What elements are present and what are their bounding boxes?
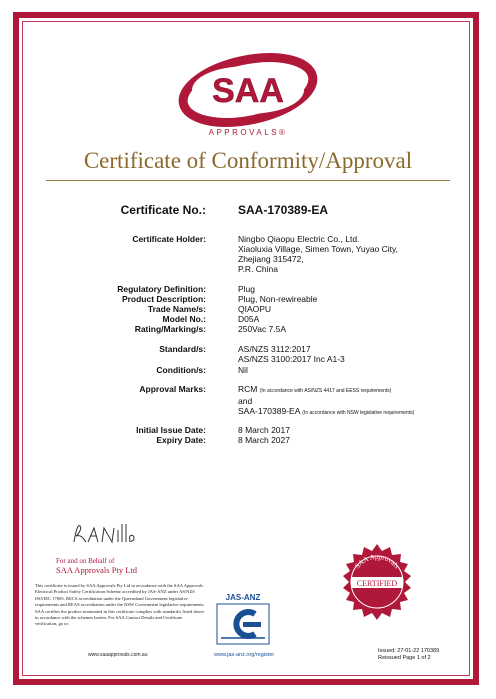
- certificate-number-label: Certificate No.:: [120, 203, 206, 217]
- certificate-number-value: SAA-170389-EA: [238, 203, 329, 217]
- approvals-wordmark: APPROVALS®: [208, 128, 288, 137]
- saa-logo: [178, 52, 318, 128]
- title-divider: [46, 180, 450, 181]
- holder-line: Xiaoluxia Village, Simen Town, Yuyao City,: [238, 244, 399, 254]
- rating-value: 250Vac 7.5A: [238, 324, 287, 334]
- page-title: Certificate of Conformity/Approval: [83, 148, 413, 173]
- expiry-date-label: Expiry Date:: [156, 435, 206, 445]
- rcm-note: (In accordance with AS/NZS 4417 and EESS requirements): [259, 388, 392, 394]
- holder-value: [238, 234, 398, 274]
- company-name: SAA Approvals Pty Ltd: [56, 565, 137, 575]
- reissued-line: Reissued Page 1 of 2: [378, 655, 431, 661]
- certified-seal: [338, 543, 416, 621]
- on-behalf-text: For and on Behalf of: [56, 557, 115, 565]
- holder-line: P.R. China: [238, 264, 279, 274]
- approval-marks-value: [238, 384, 414, 418]
- standards-value: [238, 344, 345, 364]
- saa-mark: SAA-170389-EA: [238, 406, 300, 416]
- on-behalf-block: [56, 557, 137, 575]
- description-value: Plug, Non-rewireable: [238, 294, 318, 304]
- issue-date-label: Initial Issue Date:: [136, 425, 206, 435]
- jas-anz-name: JAS-ANZ: [225, 593, 261, 602]
- condition-value: Nil: [238, 365, 248, 375]
- saa-mark-note: (In accordance with NSW legislative requirements): [302, 410, 415, 416]
- seal-top-text: SAA Approvals: [353, 552, 401, 571]
- trade-name-value: QIAOPU: [238, 304, 272, 314]
- rating-label: Rating/Marking/s:: [134, 324, 206, 334]
- issued-line: Issued: 27-01-22 170389: [378, 648, 440, 654]
- regulatory-value: Plug: [238, 284, 256, 294]
- issue-date-value: 8 March 2017: [238, 425, 290, 435]
- jas-anz-register-link[interactable]: www.jas-anz.org/register: [214, 652, 275, 658]
- signature: [70, 518, 140, 548]
- issue-info: [378, 648, 439, 662]
- model-value: D05A: [238, 314, 260, 324]
- logo-text: SAA: [212, 72, 284, 110]
- disclaimer-text: This certificate is issued by SAA Approvals Pty Ltd in accordance with the SAA Approvals Electrical Product Safety Certification Scheme accredited by JAS-ANZ under AS/NZS ISO/IEC 17065, RECS accreditation under the Queensland Government legislative requirements and REAS accreditation under the NSW Government legislative requirements. SAA certifies the product nominated in this certificate complies with standard/s listed above in accordance with the schemes herein. For SAA Contact Details and Certificate verification, go to:: [35, 583, 205, 627]
- holder-line: Ningbo Qiaopu Electric Co., Ltd.: [238, 234, 360, 244]
- holder-label: Certificate Holder:: [132, 234, 206, 244]
- expiry-date-value: 8 March 2027: [238, 435, 290, 445]
- standards-label: Standard/s:: [159, 344, 206, 354]
- description-label: Product Description:: [121, 294, 206, 304]
- jas-anz-logo: [213, 592, 273, 650]
- seal-center-text: CERTIFIED: [356, 579, 398, 588]
- website-link[interactable]: www.saaapprovals.com.au: [88, 652, 148, 658]
- condition-label: Condition/s:: [156, 365, 206, 375]
- regulatory-label: Regulatory Definition:: [117, 284, 206, 294]
- approval-marks-label: Approval Marks:: [139, 384, 206, 394]
- approval-and: and: [238, 396, 253, 406]
- trade-name-label: Trade Name/s:: [147, 304, 206, 314]
- standard-line: AS/NZS 3100:2017 Inc A1-3: [238, 354, 345, 364]
- rcm-mark: RCM: [238, 384, 258, 394]
- model-label: Model No.:: [162, 314, 206, 324]
- holder-line: Zhejiang 315472,: [238, 254, 304, 264]
- standard-line: AS/NZS 3112:2017: [238, 344, 311, 354]
